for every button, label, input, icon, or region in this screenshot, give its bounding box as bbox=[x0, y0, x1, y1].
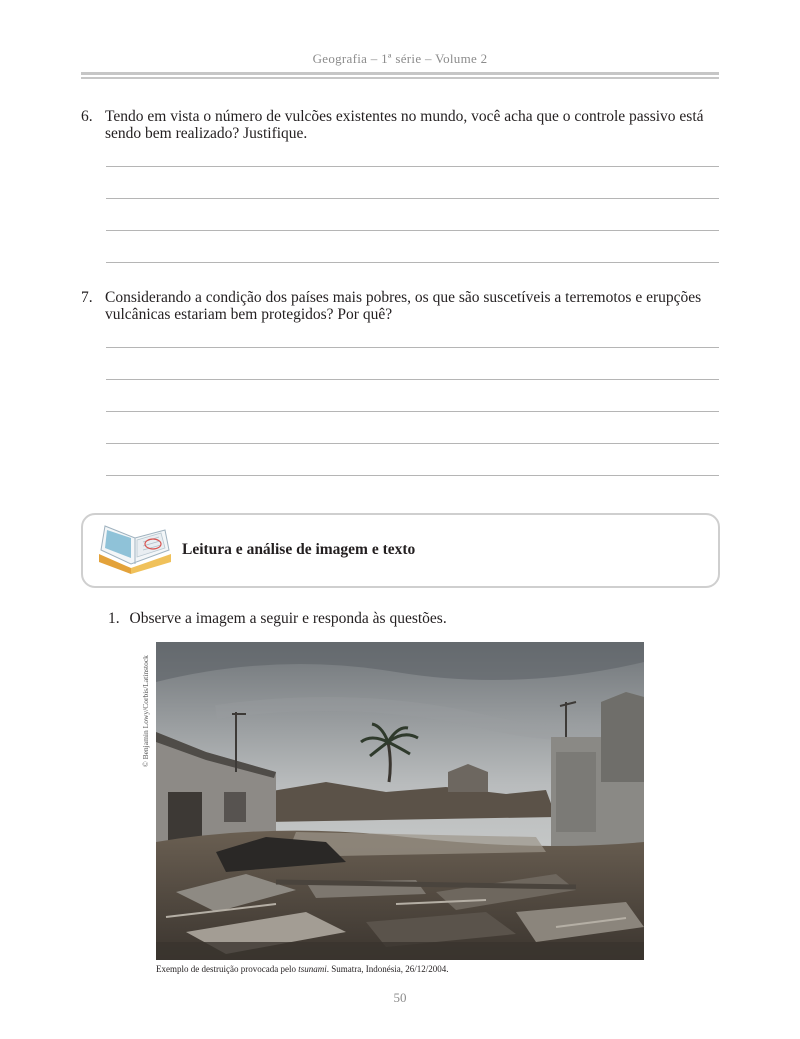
question-6-number: 6. bbox=[81, 108, 93, 125]
answer-line[interactable] bbox=[106, 411, 719, 412]
question-6 bbox=[81, 108, 721, 142]
photo-credit-text: © Benjamin Lowy/Corbis/Latinstock bbox=[141, 655, 150, 767]
answer-line[interactable] bbox=[106, 262, 719, 263]
answer-line[interactable] bbox=[106, 166, 719, 167]
answer-line[interactable] bbox=[106, 443, 719, 444]
caption-text-start: Exemplo de destruição provocada pelo bbox=[156, 964, 299, 974]
answer-line[interactable] bbox=[106, 379, 719, 380]
question-6-text: Tendo em vista o número de vulcões existentes no mundo, você acha que o controle passivo está sendo bem realizado? Justifique. bbox=[105, 108, 704, 142]
answer-line[interactable] bbox=[106, 475, 719, 476]
answer-line[interactable] bbox=[106, 198, 719, 199]
answer-line[interactable] bbox=[106, 230, 719, 231]
answer-line[interactable] bbox=[106, 347, 719, 348]
question-7 bbox=[81, 289, 721, 323]
tsunami-destruction-image bbox=[156, 642, 644, 960]
exercise-1-text: Observe a imagem a seguir e responda às questões. bbox=[129, 610, 447, 627]
exercise-1-number: 1. bbox=[108, 610, 120, 627]
caption-text-end: . Sumatra, Indonésia, 26/12/2004. bbox=[326, 964, 449, 974]
question-7-text: Considerando a condição dos países mais pobres, os que são suscetíveis a terremotos e erupções vulcânicas estariam bem protegidos? Por quê? bbox=[105, 289, 702, 323]
photo-credit bbox=[141, 642, 153, 767]
running-header: Geografia – 1ª série – Volume 2 bbox=[312, 51, 488, 66]
tsunami-photo bbox=[156, 642, 644, 960]
header-rule-bottom bbox=[81, 77, 719, 79]
exercise-1 bbox=[108, 610, 447, 628]
section-title: Leitura e análise de imagem e texto bbox=[182, 541, 416, 558]
question-7-number: 7. bbox=[81, 289, 93, 306]
caption-italic-term: tsunami bbox=[298, 964, 327, 974]
header-rule-top bbox=[81, 72, 719, 75]
photo-caption bbox=[156, 964, 448, 974]
open-book-icon bbox=[95, 524, 175, 576]
page-number: 50 bbox=[393, 990, 407, 1005]
